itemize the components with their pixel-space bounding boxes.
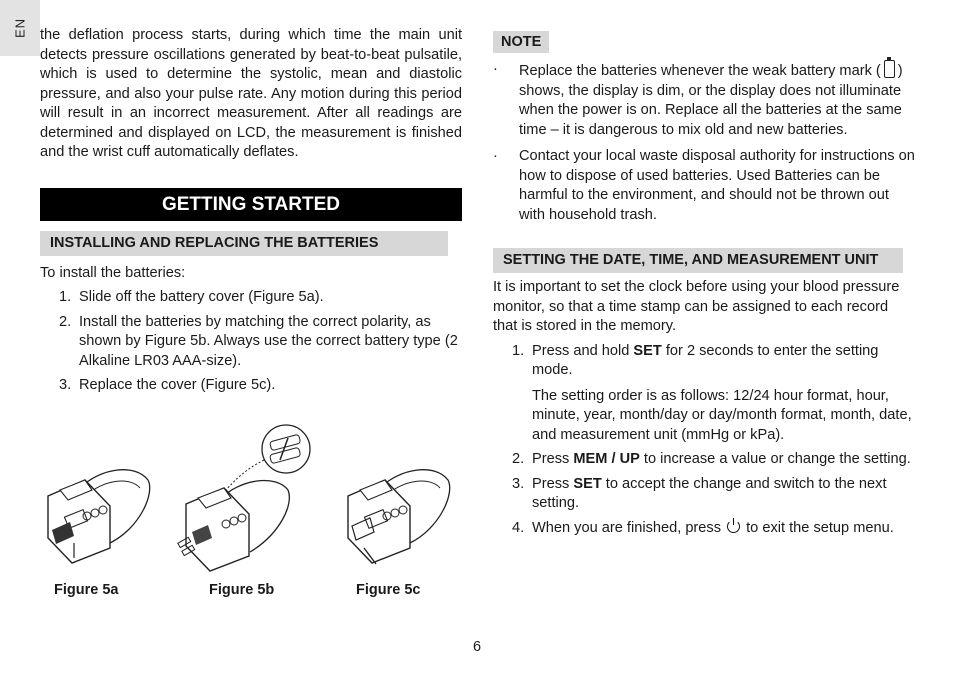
step-number: 3.	[59, 377, 72, 393]
battery-insertion-illustration	[176, 424, 326, 574]
cover-replaced-illustration	[340, 418, 460, 568]
figure-5c	[340, 418, 460, 568]
mem-up-key-label: MEM / UP	[573, 451, 640, 467]
step-text-post: for 2 seconds to enter the setting mode.	[532, 342, 879, 378]
list-item	[493, 342, 915, 446]
step-text-pre: Press and hold	[532, 342, 634, 359]
list-item	[493, 147, 915, 225]
step-text-post: to increase a value or change the setting.	[639, 451, 911, 467]
section-banner: GETTING STARTED	[40, 188, 462, 221]
step-number: 1.	[512, 342, 525, 359]
date-time-lead: It is important to set the clock before using your blood pressure monitor, so that a time stamp can be assigned to each record that is stored in the memory.	[493, 279, 900, 334]
figures-row	[40, 418, 462, 608]
setting-steps-list	[493, 342, 915, 539]
step-text: Replace the cover (Figure 5c).	[79, 377, 276, 393]
batteries-lead: To install the batteries:	[40, 264, 186, 281]
note-text: Contact your local waste disposal authority for instructions on how to dispose of used batteries. Used Batteries can be harmful to the environment, and should not be thrown out with household trash.	[519, 148, 915, 223]
language-tab	[0, 0, 40, 56]
step-number: 4.	[512, 519, 525, 536]
figure-5b	[176, 424, 326, 574]
step-text-pre: When you are finished, press	[532, 519, 726, 536]
wrist-monitor-cover-off-illustration	[40, 418, 160, 568]
step-text-post: to exit the setup menu.	[742, 519, 894, 536]
list-item	[493, 475, 915, 514]
note-text-pre: Replace the batteries whenever the weak battery mark (	[519, 63, 881, 79]
page-number: 6	[472, 639, 482, 655]
list-item	[40, 288, 462, 308]
step-number: 3.	[512, 475, 525, 492]
step-number: 1.	[59, 289, 72, 305]
figure-5a	[40, 418, 160, 568]
step-text: Install the batteries by matching the correct polarity, as shown by Figure 5b. Always use the correct battery type (2 Alkaline LR03 AAA-size).	[79, 313, 458, 369]
step-text-pre: Press	[532, 475, 574, 492]
step-extra: The setting order is as follows: 12/24 hour format, hour, minute, year, month/day or day/month format, month, date, and measurement unit (mmHg or kPa).	[532, 387, 912, 443]
set-key-label: SET	[573, 475, 602, 492]
left-column	[40, 26, 462, 401]
bullet: ·	[493, 148, 498, 164]
step-text-post: to accept the change and switch to the next setting.	[532, 475, 887, 511]
list-item	[493, 519, 915, 539]
notes-list	[493, 60, 915, 225]
battery-steps-list	[40, 288, 462, 396]
bullet: ·	[493, 61, 498, 77]
step-text-pre: Press	[532, 451, 574, 467]
power-icon	[727, 520, 740, 533]
figure-5b-caption: Figure 5b	[209, 582, 275, 598]
figure-5a-caption: Figure 5a	[54, 582, 119, 598]
battery-icon	[884, 60, 895, 78]
right-column	[493, 31, 915, 543]
list-item	[40, 313, 462, 372]
figure-5c-caption: Figure 5c	[356, 582, 421, 598]
step-text: Slide off the battery cover (Figure 5a).	[79, 289, 324, 305]
intro-paragraph: the deflation process starts, during which time the main unit detects pressure oscillations generated by beat-to-beat pulsatile, which is used to determine the systolic, mean and diastolic pressure, and also your pulse rate. Any motion during this period will result in an incorrect measurement. After all readings are determined and displayed on LCD, the measurement is finished and the wrist cuff automatically deflates.	[40, 27, 462, 160]
step-number: 2.	[512, 451, 525, 467]
language-label: EN	[12, 17, 28, 39]
list-item	[493, 450, 915, 470]
list-item	[493, 60, 915, 140]
note-heading: NOTE	[493, 31, 549, 53]
note-text-post: ) shows, the display is dim, or the display does not illuminate when the power is on. Replace all the batteries at the same time – it is dangerous to mix old and new batteries.	[519, 63, 903, 138]
set-key-label: SET	[633, 342, 662, 359]
batteries-subheading: INSTALLING AND REPLACING THE BATTERIES	[40, 231, 448, 256]
step-number: 2.	[59, 313, 72, 330]
list-item	[40, 376, 462, 396]
date-time-subheading: SETTING THE DATE, TIME, AND MEASUREMENT UNIT	[493, 248, 903, 273]
